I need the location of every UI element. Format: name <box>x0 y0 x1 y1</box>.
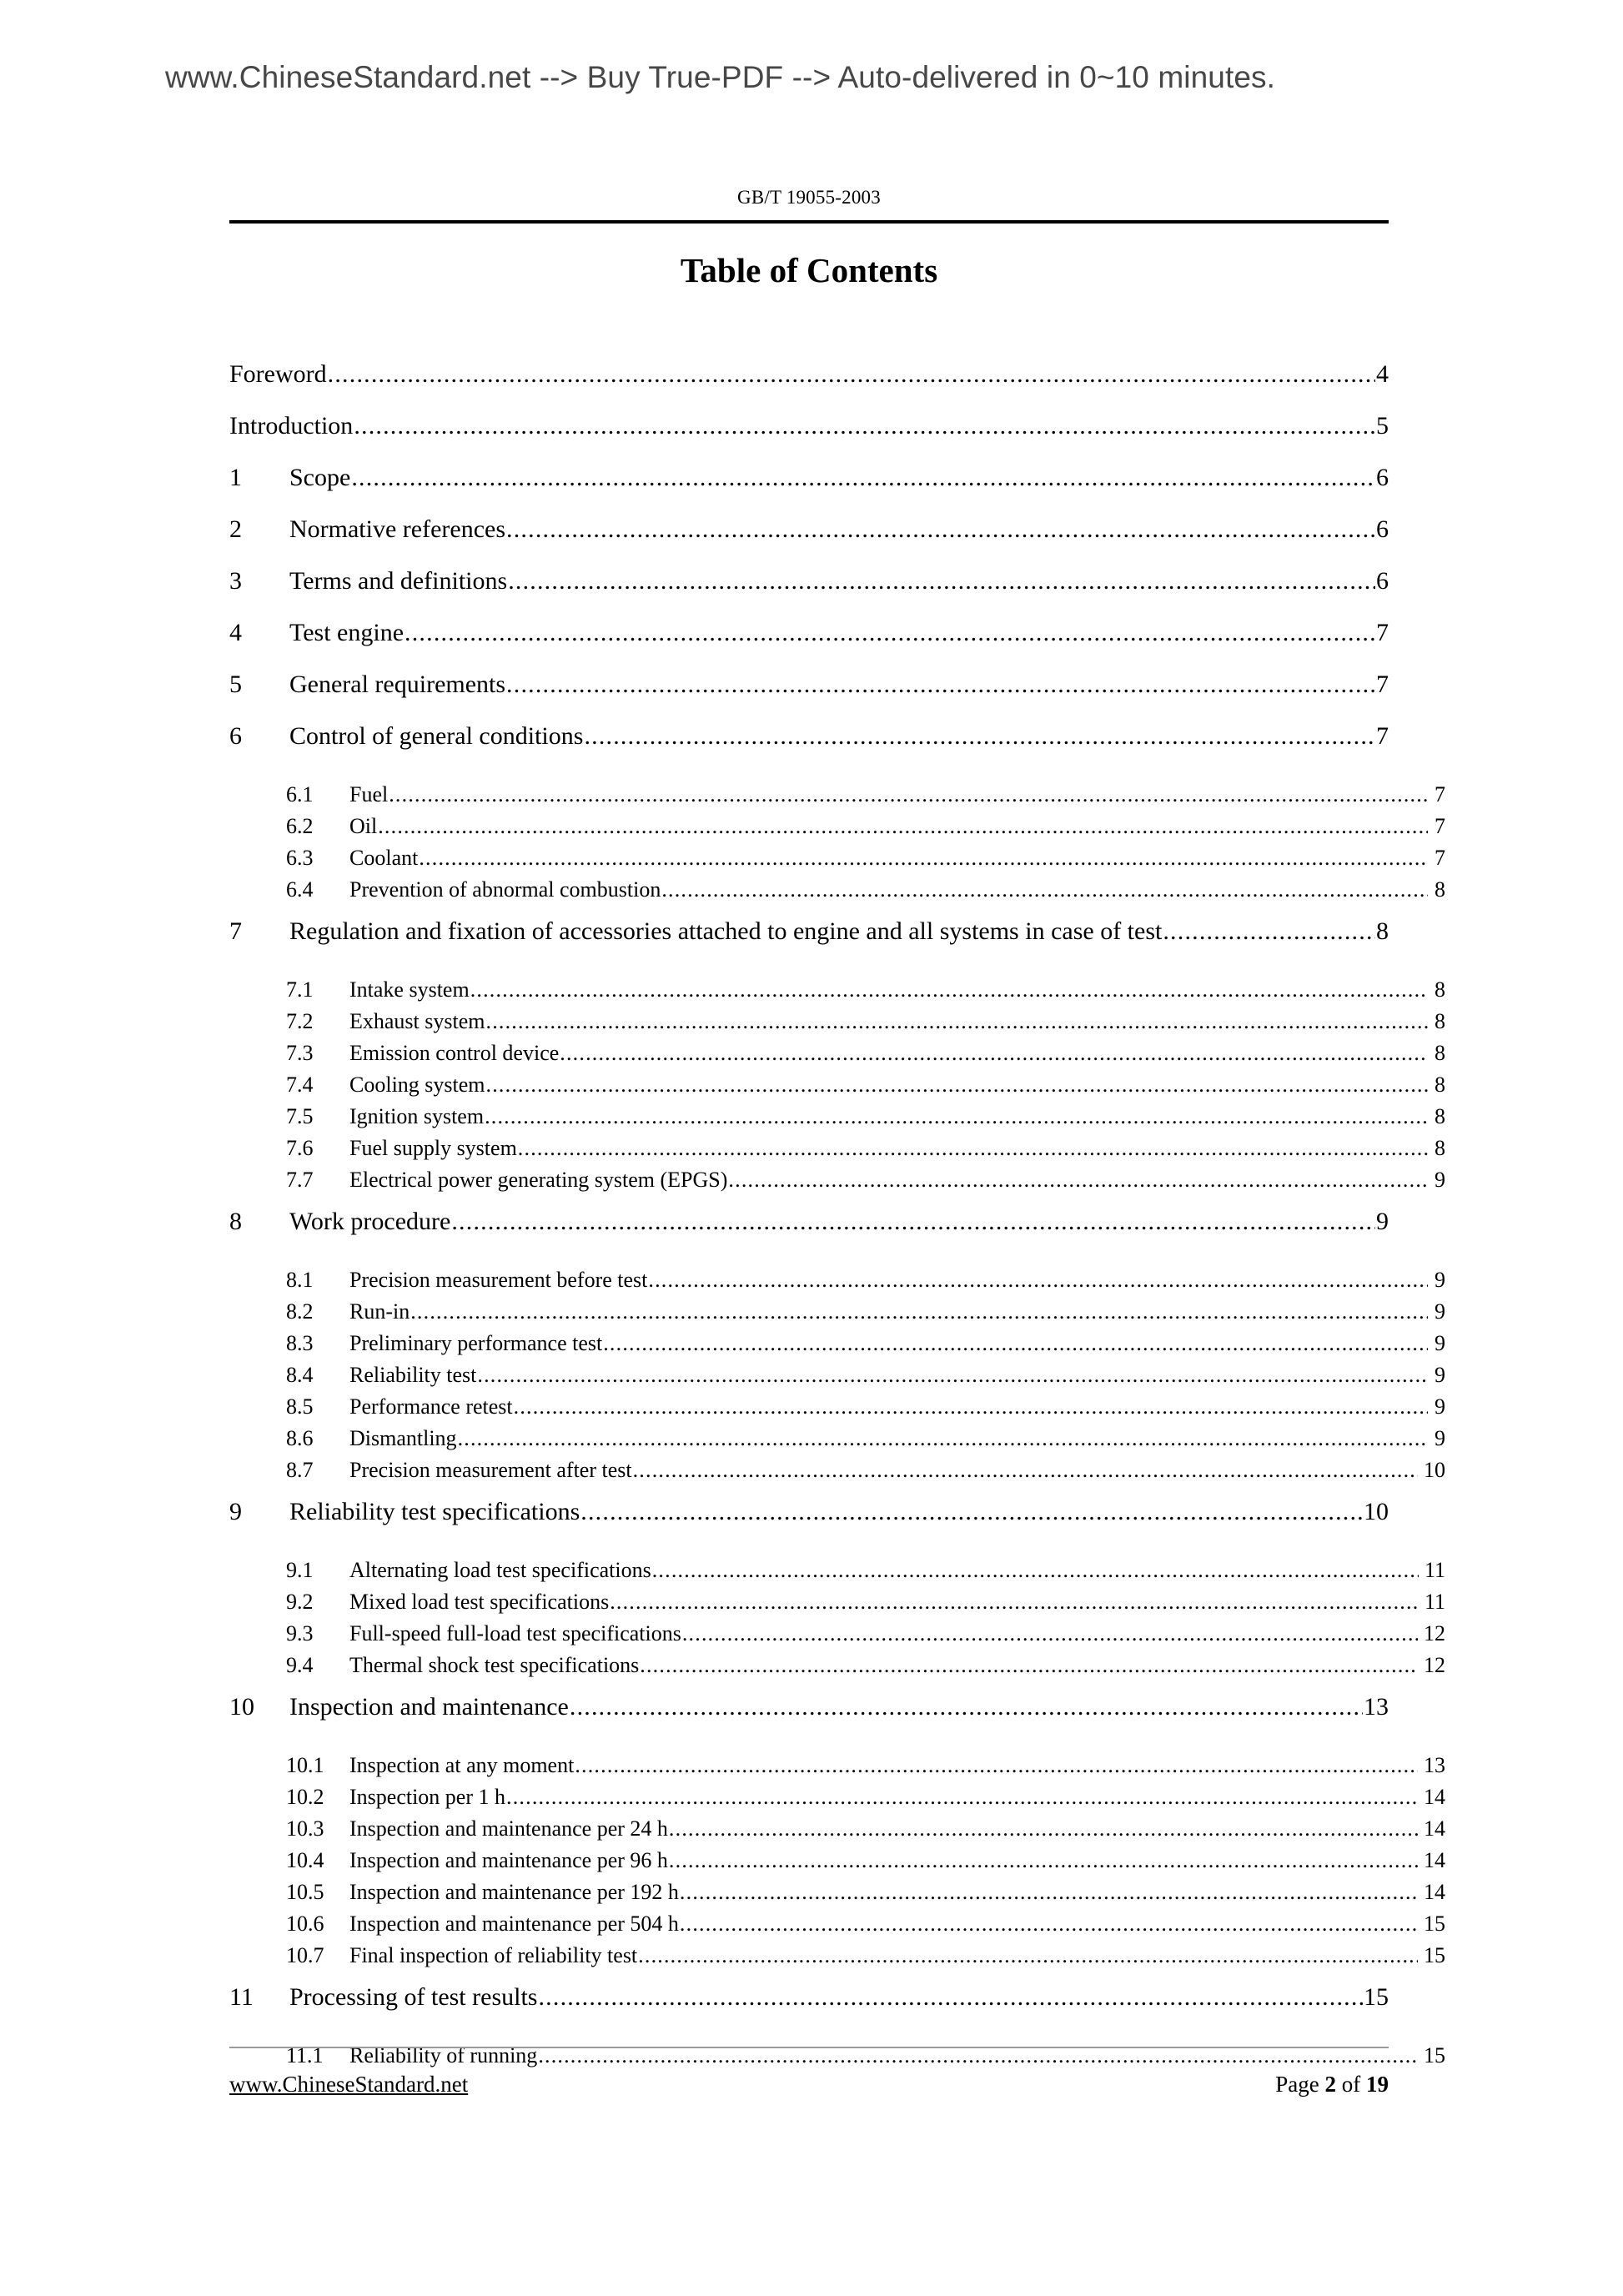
toc-entry[interactable] <box>229 349 1389 400</box>
toc-entry-label: Introduction <box>229 412 354 440</box>
toc-entry-label: Fuel supply system <box>349 1136 517 1160</box>
toc-entry[interactable] <box>229 1908 1445 1940</box>
toc-entry-label: Inspection and maintenance per 96 h <box>349 1848 668 1872</box>
toc-entry[interactable] <box>229 1781 1445 1813</box>
toc-entry-number: 8.1 <box>286 1268 314 1292</box>
toc-entry-page-number: 9 <box>1435 1394 1445 1419</box>
toc-entry-label: Inspection and maintenance <box>289 1693 569 1721</box>
toc-dot-leader <box>638 1940 1418 1972</box>
promo-banner-text: www.ChineseStandard.net --> Buy True-PDF --> Auto-delivered in 0~10 minutes. <box>165 60 1275 94</box>
toc-entry[interactable] <box>229 1650 1445 1681</box>
toc-entry[interactable] <box>229 1196 1389 1248</box>
toc-entry-number: 10.2 <box>286 1785 324 1809</box>
toc-entry-number: 11.1 <box>286 2043 324 2067</box>
toc-entry-page-number: 7 <box>1435 782 1445 806</box>
toc-entry-page-number: 15 <box>1424 2043 1445 2067</box>
toc-entry-label: Regulation and fixation of accessories attached to engine and all systems in case of test <box>289 917 1163 945</box>
toc-entry-page-number: 14 <box>1424 1848 1445 1872</box>
toc-dot-leader <box>419 842 1428 874</box>
toc-entry-number: 8 <box>229 1208 242 1235</box>
toc-entry-label: Inspection and maintenance per 24 h <box>349 1816 668 1841</box>
toc-entry-page-number: 9 <box>1435 1426 1445 1450</box>
toc-entry[interactable] <box>229 1101 1445 1133</box>
toc-entry-page-number: 8 <box>1435 1041 1445 1065</box>
toc-entry[interactable] <box>229 711 1389 762</box>
toc-dot-leader <box>610 1586 1419 1618</box>
toc-dot-leader <box>648 1264 1428 1296</box>
toc-entry-number: 8.3 <box>286 1331 314 1355</box>
toc-entry-number: 8.5 <box>286 1394 314 1419</box>
toc-entry-number: 10.3 <box>286 1816 324 1841</box>
toc-entry[interactable] <box>229 1586 1445 1618</box>
toc-entry-number: 10 <box>229 1693 254 1721</box>
toc-dot-leader <box>584 711 1375 762</box>
toc-entry-label: Test engine <box>289 619 404 646</box>
toc-dot-leader <box>682 1618 1418 1650</box>
toc-entry[interactable] <box>229 452 1389 504</box>
toc-entry-number: 6 <box>229 722 242 750</box>
toc-entry[interactable] <box>229 607 1389 659</box>
toc-entry-number: 9.1 <box>286 1558 314 1582</box>
document-header <box>229 187 1389 208</box>
toc-entry[interactable] <box>229 1454 1445 1486</box>
toc-dot-leader <box>538 1972 1363 2023</box>
toc-entry-number: 8.2 <box>286 1299 314 1324</box>
toc-entry[interactable] <box>229 1972 1389 2023</box>
standard-number: GB/T 19055-2003 <box>737 187 881 208</box>
toc-entry-label: Exhaust system <box>349 1009 485 1033</box>
toc-entry[interactable] <box>229 1618 1445 1650</box>
toc-entry-page-number: 8 <box>1435 977 1445 1002</box>
toc-entry-page-number: 12 <box>1424 1621 1445 1645</box>
toc-dot-leader <box>680 1876 1418 1908</box>
toc-dot-leader <box>514 1391 1428 1423</box>
toc-entry[interactable] <box>229 2040 1445 2072</box>
footer-divider <box>229 2047 1389 2048</box>
toc-entry-page-number: 5 <box>1376 412 1389 440</box>
toc-entry[interactable] <box>229 974 1445 1006</box>
toc-entry-number: 7.1 <box>286 977 314 1002</box>
toc-entry-label: Normative references <box>289 515 506 543</box>
toc-dot-leader <box>485 1101 1428 1133</box>
toc-entry-page-number: 8 <box>1435 1104 1445 1128</box>
toc-entry-page-number: 7 <box>1376 619 1389 646</box>
toc-entry-label: Emission control device <box>349 1041 560 1065</box>
toc-entry-label: Full-speed full-load test specifications <box>349 1621 681 1645</box>
toc-entry[interactable] <box>229 555 1389 607</box>
toc-entry[interactable] <box>229 1486 1389 1538</box>
toc-entry-number: 7.5 <box>286 1104 314 1128</box>
toc-dot-leader <box>661 874 1428 906</box>
toc-dot-leader <box>570 1681 1363 1733</box>
toc-entry-label: Oil <box>349 814 378 838</box>
toc-entry-number: 7 <box>229 917 242 945</box>
toc-entry-page-number: 15 <box>1424 1912 1445 1936</box>
toc-entry-label: Fuel <box>349 782 389 806</box>
toc-entry-number: 9.4 <box>286 1653 314 1677</box>
toc-group-spacer <box>229 1733 1389 1750</box>
toc-group-spacer <box>229 957 1389 974</box>
toc-entry-page-number: 7 <box>1376 722 1389 750</box>
toc-entry-number: 9.2 <box>286 1590 314 1614</box>
toc-entry-number: 10.5 <box>286 1880 324 1904</box>
toc-entry-page-number: 14 <box>1424 1880 1445 1904</box>
toc-entry-page-number: 7 <box>1435 814 1445 838</box>
toc-entry-label: Inspection at any moment <box>349 1753 575 1777</box>
toc-entry-number: 3 <box>229 567 242 595</box>
toc-group-spacer <box>229 1538 1389 1555</box>
toc-entry-number: 8.7 <box>286 1458 314 1482</box>
toc-entry-label: Ignition system <box>349 1104 485 1128</box>
toc-entry-label: Electrical power generating system (EPGS) <box>349 1168 728 1192</box>
toc-entry[interactable] <box>229 1164 1445 1196</box>
toc-entry[interactable] <box>229 1069 1445 1101</box>
toc-entry-label: Thermal shock test specifications <box>349 1653 640 1677</box>
toc-entry[interactable] <box>229 842 1445 874</box>
toc-entry-label: Scope <box>289 464 351 491</box>
page-current: 2 <box>1324 2072 1336 2097</box>
toc-dot-leader <box>458 1423 1428 1454</box>
toc-entry[interactable] <box>229 874 1445 906</box>
toc-dot-leader <box>669 1845 1418 1876</box>
toc-entry-label: Work procedure <box>289 1208 451 1235</box>
toc-entry-number: 5 <box>229 671 242 698</box>
toc-entry-number: 6.3 <box>286 846 314 870</box>
toc-entry-label: Control of general conditions <box>289 722 584 750</box>
toc-dot-leader <box>506 504 1375 555</box>
toc-entry[interactable] <box>229 1391 1445 1423</box>
toc-dot-leader <box>538 2040 1418 2072</box>
toc-dot-leader <box>351 452 1375 504</box>
toc-entry-number: 2 <box>229 515 242 543</box>
toc-dot-leader <box>486 1069 1428 1101</box>
toc-entry-page-number: 6 <box>1376 567 1389 595</box>
toc-entry-label: Terms and definitions <box>289 567 508 595</box>
toc-entry-page-number: 14 <box>1424 1785 1445 1809</box>
toc-entry[interactable] <box>229 504 1389 555</box>
toc-dot-leader <box>486 1006 1429 1037</box>
toc-entry[interactable] <box>229 1940 1445 1972</box>
toc-entry-page-number: 15 <box>1424 1943 1445 1967</box>
toc-entry-number: 6.1 <box>286 782 314 806</box>
toc-entry[interactable] <box>229 1133 1445 1164</box>
toc-entry[interactable] <box>229 1555 1445 1586</box>
toc-entry-number: 7.3 <box>286 1041 314 1065</box>
toc-entry-page-number: 7 <box>1435 846 1445 870</box>
toc-dot-leader <box>378 811 1428 842</box>
toc-dot-leader <box>506 1781 1418 1813</box>
toc-entry-label: Processing of test results <box>289 1983 538 2011</box>
toc-entry-label: General requirements <box>289 671 506 698</box>
toc-entry-page-number: 9 <box>1435 1331 1445 1355</box>
toc-dot-leader <box>603 1328 1428 1359</box>
toc-entry-label: Cooling system <box>349 1073 485 1097</box>
toc-dot-leader <box>680 1908 1418 1940</box>
toc-dot-leader <box>669 1813 1418 1845</box>
toc-entry-page-number: 6 <box>1376 515 1389 543</box>
table-of-contents <box>229 349 1445 2072</box>
toc-entry-number: 6.4 <box>286 877 314 902</box>
toc-entry[interactable] <box>229 1845 1445 1876</box>
toc-entry[interactable] <box>229 811 1445 842</box>
toc-entry-page-number: 14 <box>1424 1816 1445 1841</box>
toc-dot-leader <box>389 779 1428 811</box>
page-number-label <box>1275 2072 1389 2098</box>
toc-dot-leader <box>477 1359 1428 1391</box>
toc-entry-page-number: 10 <box>1364 1498 1389 1525</box>
toc-entry-page-number: 4 <box>1376 360 1389 388</box>
toc-dot-leader <box>580 1486 1363 1538</box>
toc-entry-page-number: 9 <box>1376 1208 1389 1235</box>
toc-entry-number: 1 <box>229 464 242 491</box>
toc-entry[interactable] <box>229 1328 1445 1359</box>
toc-entry-label: Dismantling <box>349 1426 457 1450</box>
toc-entry-number: 7.4 <box>286 1073 314 1097</box>
toc-entry-label: Preliminary performance test <box>349 1331 603 1355</box>
toc-entry-label: Final inspection of reliability test <box>349 1943 638 1967</box>
toc-group-spacer <box>229 1248 1389 1264</box>
toc-entry-label: Precision measurement after test <box>349 1458 632 1482</box>
toc-entry[interactable] <box>229 1006 1445 1037</box>
toc-entry-label: Performance retest <box>349 1394 513 1419</box>
toc-entry-number: 8.4 <box>286 1363 314 1387</box>
toc-entry-page-number: 9 <box>1435 1299 1445 1324</box>
toc-entry-number: 7.7 <box>286 1168 314 1192</box>
toc-entry-label: Reliability test <box>349 1363 477 1387</box>
toc-entry[interactable] <box>229 1813 1445 1845</box>
toc-entry-page-number: 9 <box>1435 1268 1445 1292</box>
toc-entry-page-number: 11 <box>1424 1590 1445 1614</box>
toc-entry-number: 7.2 <box>286 1009 314 1033</box>
header-divider <box>229 220 1389 224</box>
toc-dot-leader <box>451 1196 1375 1248</box>
toc-entry[interactable] <box>229 659 1389 711</box>
toc-dot-leader <box>328 349 1375 400</box>
page-footer <box>229 2072 1389 2098</box>
toc-entry-number: 8.6 <box>286 1426 314 1450</box>
toc-entry[interactable] <box>229 1037 1445 1069</box>
toc-entry-number: 11 <box>229 1983 254 2011</box>
toc-entry-page-number: 8 <box>1435 877 1445 902</box>
toc-entry-label: Inspection and maintenance per 504 h <box>349 1912 679 1936</box>
toc-entry-number: 7.6 <box>286 1136 314 1160</box>
toc-dot-leader <box>652 1555 1419 1586</box>
footer-site-link[interactable]: www.ChineseStandard.net <box>229 2072 469 2097</box>
page-prefix: Page <box>1275 2072 1319 2097</box>
toc-group-spacer <box>229 762 1389 779</box>
toc-entry[interactable] <box>229 400 1389 452</box>
toc-dot-leader <box>560 1037 1428 1069</box>
toc-entry-number: 10.7 <box>286 1943 324 1967</box>
toc-entry-number: 10.6 <box>286 1912 324 1936</box>
toc-entry-label: Precision measurement before test <box>349 1268 648 1292</box>
toc-entry-number: 9.3 <box>286 1621 314 1645</box>
toc-dot-leader <box>410 1296 1428 1328</box>
toc-dot-leader <box>1163 906 1375 957</box>
toc-entry-label: Inspection per 1 h <box>349 1785 506 1809</box>
toc-entry-number: 4 <box>229 619 242 646</box>
toc-entry-label: Intake system <box>349 977 470 1002</box>
toc-entry-number: 10.4 <box>286 1848 324 1872</box>
toc-entry-label: Coolant <box>349 846 419 870</box>
toc-entry-label: Reliability of running <box>349 2043 538 2067</box>
toc-entry[interactable] <box>229 1359 1445 1391</box>
toc-dot-leader <box>506 659 1375 711</box>
toc-entry-page-number: 13 <box>1364 1693 1389 1721</box>
toc-entry-page-number: 8 <box>1435 1136 1445 1160</box>
toc-entry-number: 6.2 <box>286 814 314 838</box>
page-title: Table of Contents <box>680 251 938 289</box>
toc-group-spacer <box>229 2023 1389 2040</box>
toc-entry-page-number: 10 <box>1424 1458 1445 1482</box>
toc-dot-leader <box>633 1454 1418 1486</box>
toc-entry-page-number: 13 <box>1424 1753 1445 1777</box>
toc-entry[interactable] <box>229 1423 1445 1454</box>
toc-dot-leader <box>354 400 1375 452</box>
toc-entry-page-number: 15 <box>1364 1983 1389 2011</box>
toc-dot-leader <box>470 974 1428 1006</box>
toc-entry[interactable] <box>229 1876 1445 1908</box>
toc-entry-page-number: 8 <box>1435 1009 1445 1033</box>
toc-dot-leader <box>404 607 1375 659</box>
toc-entry-number: 10.1 <box>286 1753 324 1777</box>
toc-entry-label: Inspection and maintenance per 192 h <box>349 1880 679 1904</box>
toc-entry-number: 9 <box>229 1498 242 1525</box>
toc-entry-page-number: 9 <box>1435 1363 1445 1387</box>
toc-entry-label: Run-in <box>349 1299 410 1324</box>
toc-entry-page-number: 8 <box>1376 917 1389 945</box>
toc-entry[interactable] <box>229 906 1389 957</box>
toc-entry-label: Foreword <box>229 360 327 388</box>
toc-entry[interactable] <box>229 1296 1445 1328</box>
toc-entry-page-number: 11 <box>1424 1558 1445 1582</box>
toc-entry-page-number: 7 <box>1376 671 1389 698</box>
toc-entry-page-number: 8 <box>1435 1073 1445 1097</box>
toc-entry-label: Reliability test specifications <box>289 1498 580 1525</box>
toc-entry[interactable] <box>229 1750 1445 1781</box>
page-total: 19 <box>1366 2072 1389 2097</box>
toc-dot-leader <box>508 555 1375 607</box>
toc-dot-leader <box>518 1133 1428 1164</box>
toc-entry-label: Mixed load test specifications <box>349 1590 610 1614</box>
toc-entry-label: Prevention of abnormal combustion <box>349 877 661 902</box>
toc-dot-leader <box>575 1750 1418 1781</box>
toc-entry-page-number: 9 <box>1435 1168 1445 1192</box>
page-joiner: of <box>1341 2072 1361 2097</box>
toc-entry-page-number: 12 <box>1424 1653 1445 1677</box>
toc-dot-leader <box>640 1650 1418 1681</box>
toc-dot-leader <box>728 1164 1428 1196</box>
toc-entry-label: Alternating load test specifications <box>349 1558 651 1582</box>
toc-entry[interactable] <box>229 1264 1445 1296</box>
toc-entry[interactable] <box>229 779 1445 811</box>
toc-entry[interactable] <box>229 1681 1389 1733</box>
toc-entry-page-number: 6 <box>1376 464 1389 491</box>
